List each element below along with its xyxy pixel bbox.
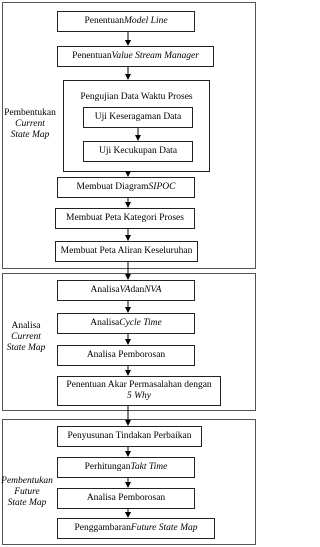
step-waste-analysis-1: Analisa Pemborosan [57, 345, 195, 366]
step-waste-analysis-2: Analisa Pemborosan [57, 488, 195, 509]
step-sipoc: Membuat Diagram SIPOC [57, 177, 195, 198]
step-overall-flow-map: Membuat Peta Aliran Keseluruhan [55, 241, 198, 262]
section1-label: Pembentukan Current State Map [4, 108, 56, 140]
step-root-cause-5why: Penentuan Akar Permasalahan dengan 5 Why [57, 376, 221, 406]
step-va-nva: Analisa VA dan NVA [57, 280, 195, 301]
step-takt-time: Perhitungan Takt Time [57, 457, 195, 478]
step-uniformity-test: Uji Keseragaman Data [83, 107, 193, 128]
step-future-state-map: Penggambaran Future State Map [57, 518, 215, 539]
step-process-category-map: Membuat Peta Kategori Proses [55, 208, 195, 229]
step-cycle-time: Analisa Cycle Time [57, 313, 195, 334]
section2-label: Analisa Current State Map [6, 321, 46, 353]
section3-label: Pembentukan Future State Map [1, 476, 53, 508]
step-model-line: Penentuan Model Line [57, 11, 195, 32]
step-improvement-actions: Penyusunan Tindakan Perbaikan [57, 426, 202, 447]
group-title: Pengujian Data Waktu Proses [80, 92, 193, 102]
step-value-stream-manager: Penentuan Value Stream Manager [57, 46, 214, 67]
step-adequacy-test: Uji Kecukupan Data [83, 141, 193, 162]
